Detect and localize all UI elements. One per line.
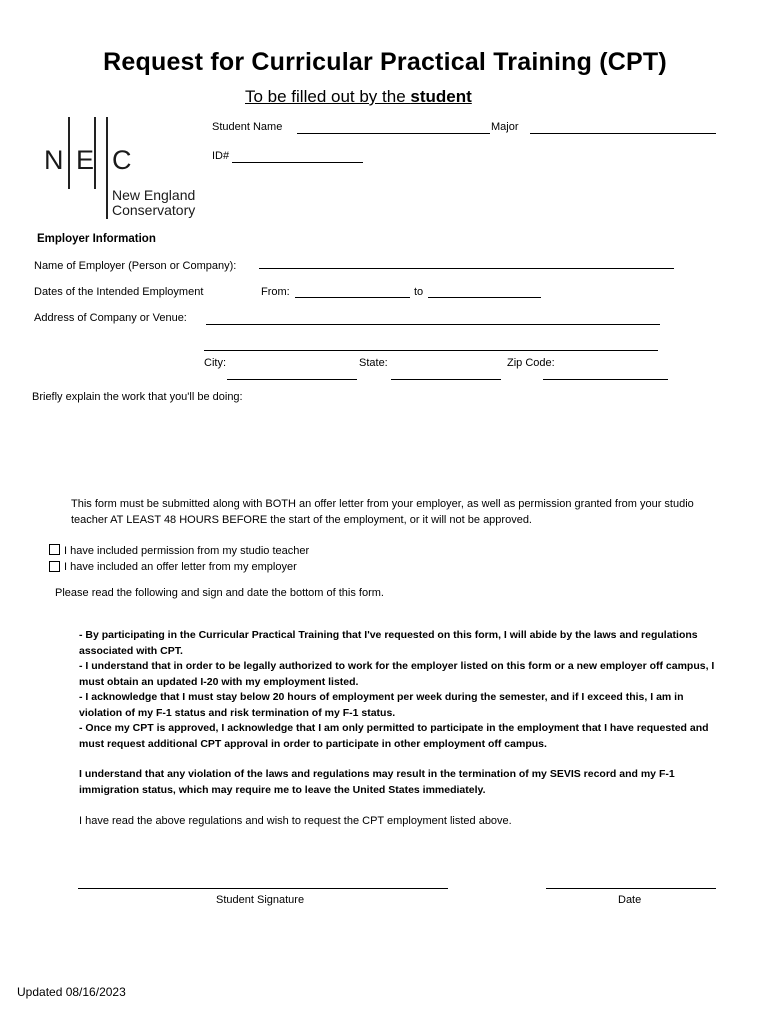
explain-field[interactable] <box>32 408 732 488</box>
to-date-field[interactable] <box>428 297 541 298</box>
notice-text <box>71 496 694 528</box>
updated-date: Updated 08/16/2023 <box>17 985 126 999</box>
form-title: Request for Curricular Practical Training (CPT) <box>103 48 667 76</box>
nec-logo <box>38 117 218 227</box>
student-signature-field[interactable] <box>78 888 448 889</box>
logo-line1: New England <box>112 187 196 203</box>
regulation-line: must obtain an updated I-20 with my employment listed. <box>79 675 359 688</box>
regulations-block <box>79 628 749 752</box>
subtitle-prefix: To be filled out by the <box>245 87 411 106</box>
logo-letter-n: N <box>44 145 64 175</box>
teacher-permission-checkbox[interactable] <box>49 544 60 555</box>
dates-label: Dates of the Intended Employment <box>34 286 204 298</box>
logo-divider <box>68 117 70 189</box>
employer-heading: Employer Information <box>37 233 156 245</box>
regulation-line: violation of my F-1 status and risk termination of my F-1 status. <box>79 706 396 719</box>
subtitle-bold: student <box>410 87 472 106</box>
violation-block <box>79 767 749 798</box>
address-label: Address of Company or Venue: <box>34 312 187 324</box>
id-label: ID# <box>212 150 230 162</box>
student-name-field[interactable] <box>297 133 490 134</box>
logo-wordmark <box>112 188 195 218</box>
acknowledgement-text: I have read the above regulations and wish to request the CPT employment listed above. <box>79 815 512 827</box>
logo-letter-e: E <box>76 145 95 175</box>
major-label: Major <box>491 121 519 133</box>
notice-line: teacher AT LEAST 48 HOURS BEFORE the start of the employment, or it will not be approved. <box>71 514 532 526</box>
employer-name-field[interactable] <box>259 268 674 269</box>
to-label: to <box>414 286 424 298</box>
student-signature-label: Student Signature <box>216 894 305 906</box>
regulation-line: - I understand that in order to be legally authorized to work for the employer listed on this form or a new employer off campus, I <box>79 660 715 672</box>
violation-line: immigration status, which may require me to leave the United States immediately. <box>79 783 486 796</box>
explain-label: Briefly explain the work that you'll be doing: <box>32 391 243 403</box>
zip-field[interactable] <box>543 379 668 380</box>
logo-letter-c: C <box>112 145 132 175</box>
violation-line: I understand that any violation of the laws and regulations may result in the termination of my SEVIS record and my F-1 <box>79 768 675 780</box>
teacher-permission-label: I have included permission from my studio teacher <box>64 545 310 557</box>
state-label: State: <box>359 357 388 369</box>
address-field-line1[interactable] <box>206 324 660 325</box>
form-subtitle <box>245 87 472 107</box>
date-field[interactable] <box>546 888 716 889</box>
city-field[interactable] <box>227 379 357 380</box>
logo-divider <box>94 117 96 189</box>
regulation-line: associated with CPT. <box>79 644 183 657</box>
regulation-line: - I acknowledge that I must stay below 20 hours of employment per week during the semester, and if I exceed this, I am in <box>79 691 684 703</box>
logo-line2: Conservatory <box>112 202 196 218</box>
regulation-line: must request additional CPT approval in order to participate in other employment off campus. <box>79 737 547 750</box>
id-field[interactable] <box>232 162 363 163</box>
from-date-field[interactable] <box>295 297 410 298</box>
regulation-line: - By participating in the Curricular Practical Training that I've requested on this form, I will abide by the laws and regulations <box>79 629 698 641</box>
major-field[interactable] <box>530 133 716 134</box>
city-label: City: <box>204 357 226 369</box>
regulation-line: - Once my CPT is approved, I acknowledge that I am only permitted to participate in the employment that I have requested and <box>79 722 709 734</box>
notice-line: This form must be submitted along with BOTH an offer letter from your employer, as well as permission granted from your studio <box>71 498 694 510</box>
state-field[interactable] <box>391 379 501 380</box>
address-field-line2[interactable] <box>204 350 658 351</box>
offer-letter-checkbox[interactable] <box>49 561 60 572</box>
logo-divider <box>106 117 108 219</box>
employer-name-label: Name of Employer (Person or Company): <box>34 260 237 272</box>
student-name-label: Student Name <box>212 121 283 133</box>
zip-label: Zip Code: <box>507 357 555 369</box>
instructions-text: Please read the following and sign and date the bottom of this form. <box>55 587 384 599</box>
from-label: From: <box>261 286 290 298</box>
offer-letter-label: I have included an offer letter from my employer <box>64 561 297 573</box>
date-label: Date <box>618 894 642 906</box>
